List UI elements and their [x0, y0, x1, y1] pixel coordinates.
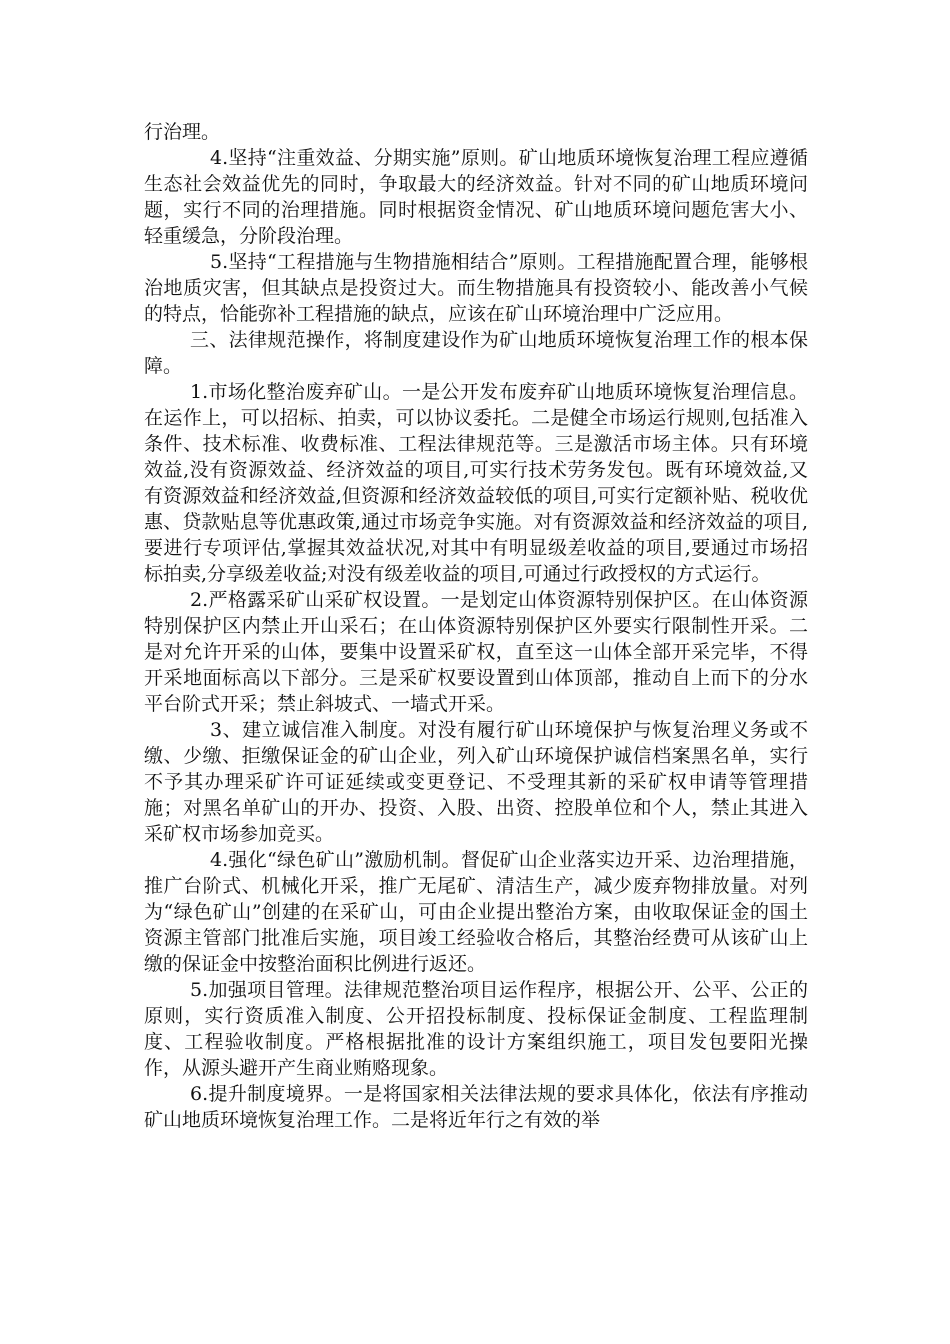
paragraph-item-1: 1.市场化整治废弃矿山。一是公开发布废弃矿山地质环境恢复治理信息。在运作上，可以招标、拍卖，可以协议委托。二是健全市场运行规则,包括准入条件、技术标准、收费标准、工程法律规范等。三是激活市场主体。只有环境效益,没有资源效益、经济效益的项目,可实行技术劳务发包。既有环境效益,又有资源效益和经济效益,但资源和经济效益较低的项目,可实行定额补贴、税收优惠、贷款贴息等优惠政策,通过市场竞争实施。对有资源效益和经济效益的项目,要进行专项评估,掌握其效益状况,对其中有明显级差收益的项目,要通过市场招标拍卖,分享级差收益;对没有级差收益的项目,可通过行政授权的方式运行。	[144, 381, 808, 585]
paragraph-continuation: 行治理。	[144, 121, 221, 143]
paragraph-item-5: 5.加强项目管理。法律规范整治项目运作程序，根据公开、公平、公正的原则，实行资质准入制度、公开招投标制度、投标保证金制度、工程监理制度、工程验收制度。严格根据批准的设计方案组织施工，项目发包要阳光操作，从源头避开产生商业贿赂现象。	[144, 979, 808, 1079]
section-heading-3: 三、法律规范操作，将制度建设作为矿山地质环境恢复治理工作的根本保障。	[144, 329, 808, 377]
paragraph-principle-5: 5.坚持“工程措施与生物措施相结合”原则。工程措施配置合理，能够根治地质灾害，但其缺点是投资过大。而生物措施具有投资较小、能改善小气候的特点，恰能弥补工程措施的缺点，应该在矿山环境治理中广泛应用。	[144, 251, 808, 325]
paragraph-item-3: 3、建立诚信准入制度。对没有履行矿山环境保护与恢复治理义务或不缴、少缴、拒缴保证金的矿山企业，列入矿山环境保护诚信档案黑名单，实行不予其办理采矿许可证延续或变更登记、不受理其新的采矿权申请等管理措施；对黑名单矿山的开办、投资、入股、出资、控股单位和个人，禁止其进入采矿权市场参加竞买。	[144, 719, 808, 845]
paragraph-item-6: 6.提升制度境界。一是将国家相关法律法规的要求具体化，依法有序推动矿山地质环境恢复治理工作。二是将近年行之有效的举	[144, 1083, 808, 1131]
paragraph-item-2: 2.严格露采矿山采矿权设置。一是划定山体资源特别保护区。在山体资源特别保护区内禁止开山采石；在山体资源特别保护区外要实行限制性开采。二是对允许开采的山体，要集中设置采矿权，直至这一山体全部开采完毕，不得开采地面标高以下部分。三是采矿权要设置到山体顶部，推动自上而下的分水平台阶式开采；禁止斜坡式、一墙式开采。	[144, 589, 808, 715]
document-body	[144, 119, 808, 1133]
paragraph-principle-4: 4.坚持“注重效益、分期实施”原则。矿山地质环境恢复治理工程应遵循生态社会效益优先的同时，争取最大的经济效益。针对不同的矿山地质环境问题，实行不同的治理措施。同时根据资金情况、矿山地质环境问题危害大小、轻重缓急，分阶段治理。	[144, 147, 808, 247]
paragraph-item-4: 4.强化“绿色矿山”激励机制。督促矿山企业落实边开采、边治理措施，推广台阶式、机械化开采，推广无尾矿、清洁生产，减少废弃物排放量。对列为“绿色矿山”创建的在采矿山，可由企业提出整治方案，由收取保证金的国土资源主管部门批准后实施，项目竣工经验收合格后，其整治经费可从该矿山上缴的保证金中按整治面积比例进行返还。	[144, 849, 808, 975]
